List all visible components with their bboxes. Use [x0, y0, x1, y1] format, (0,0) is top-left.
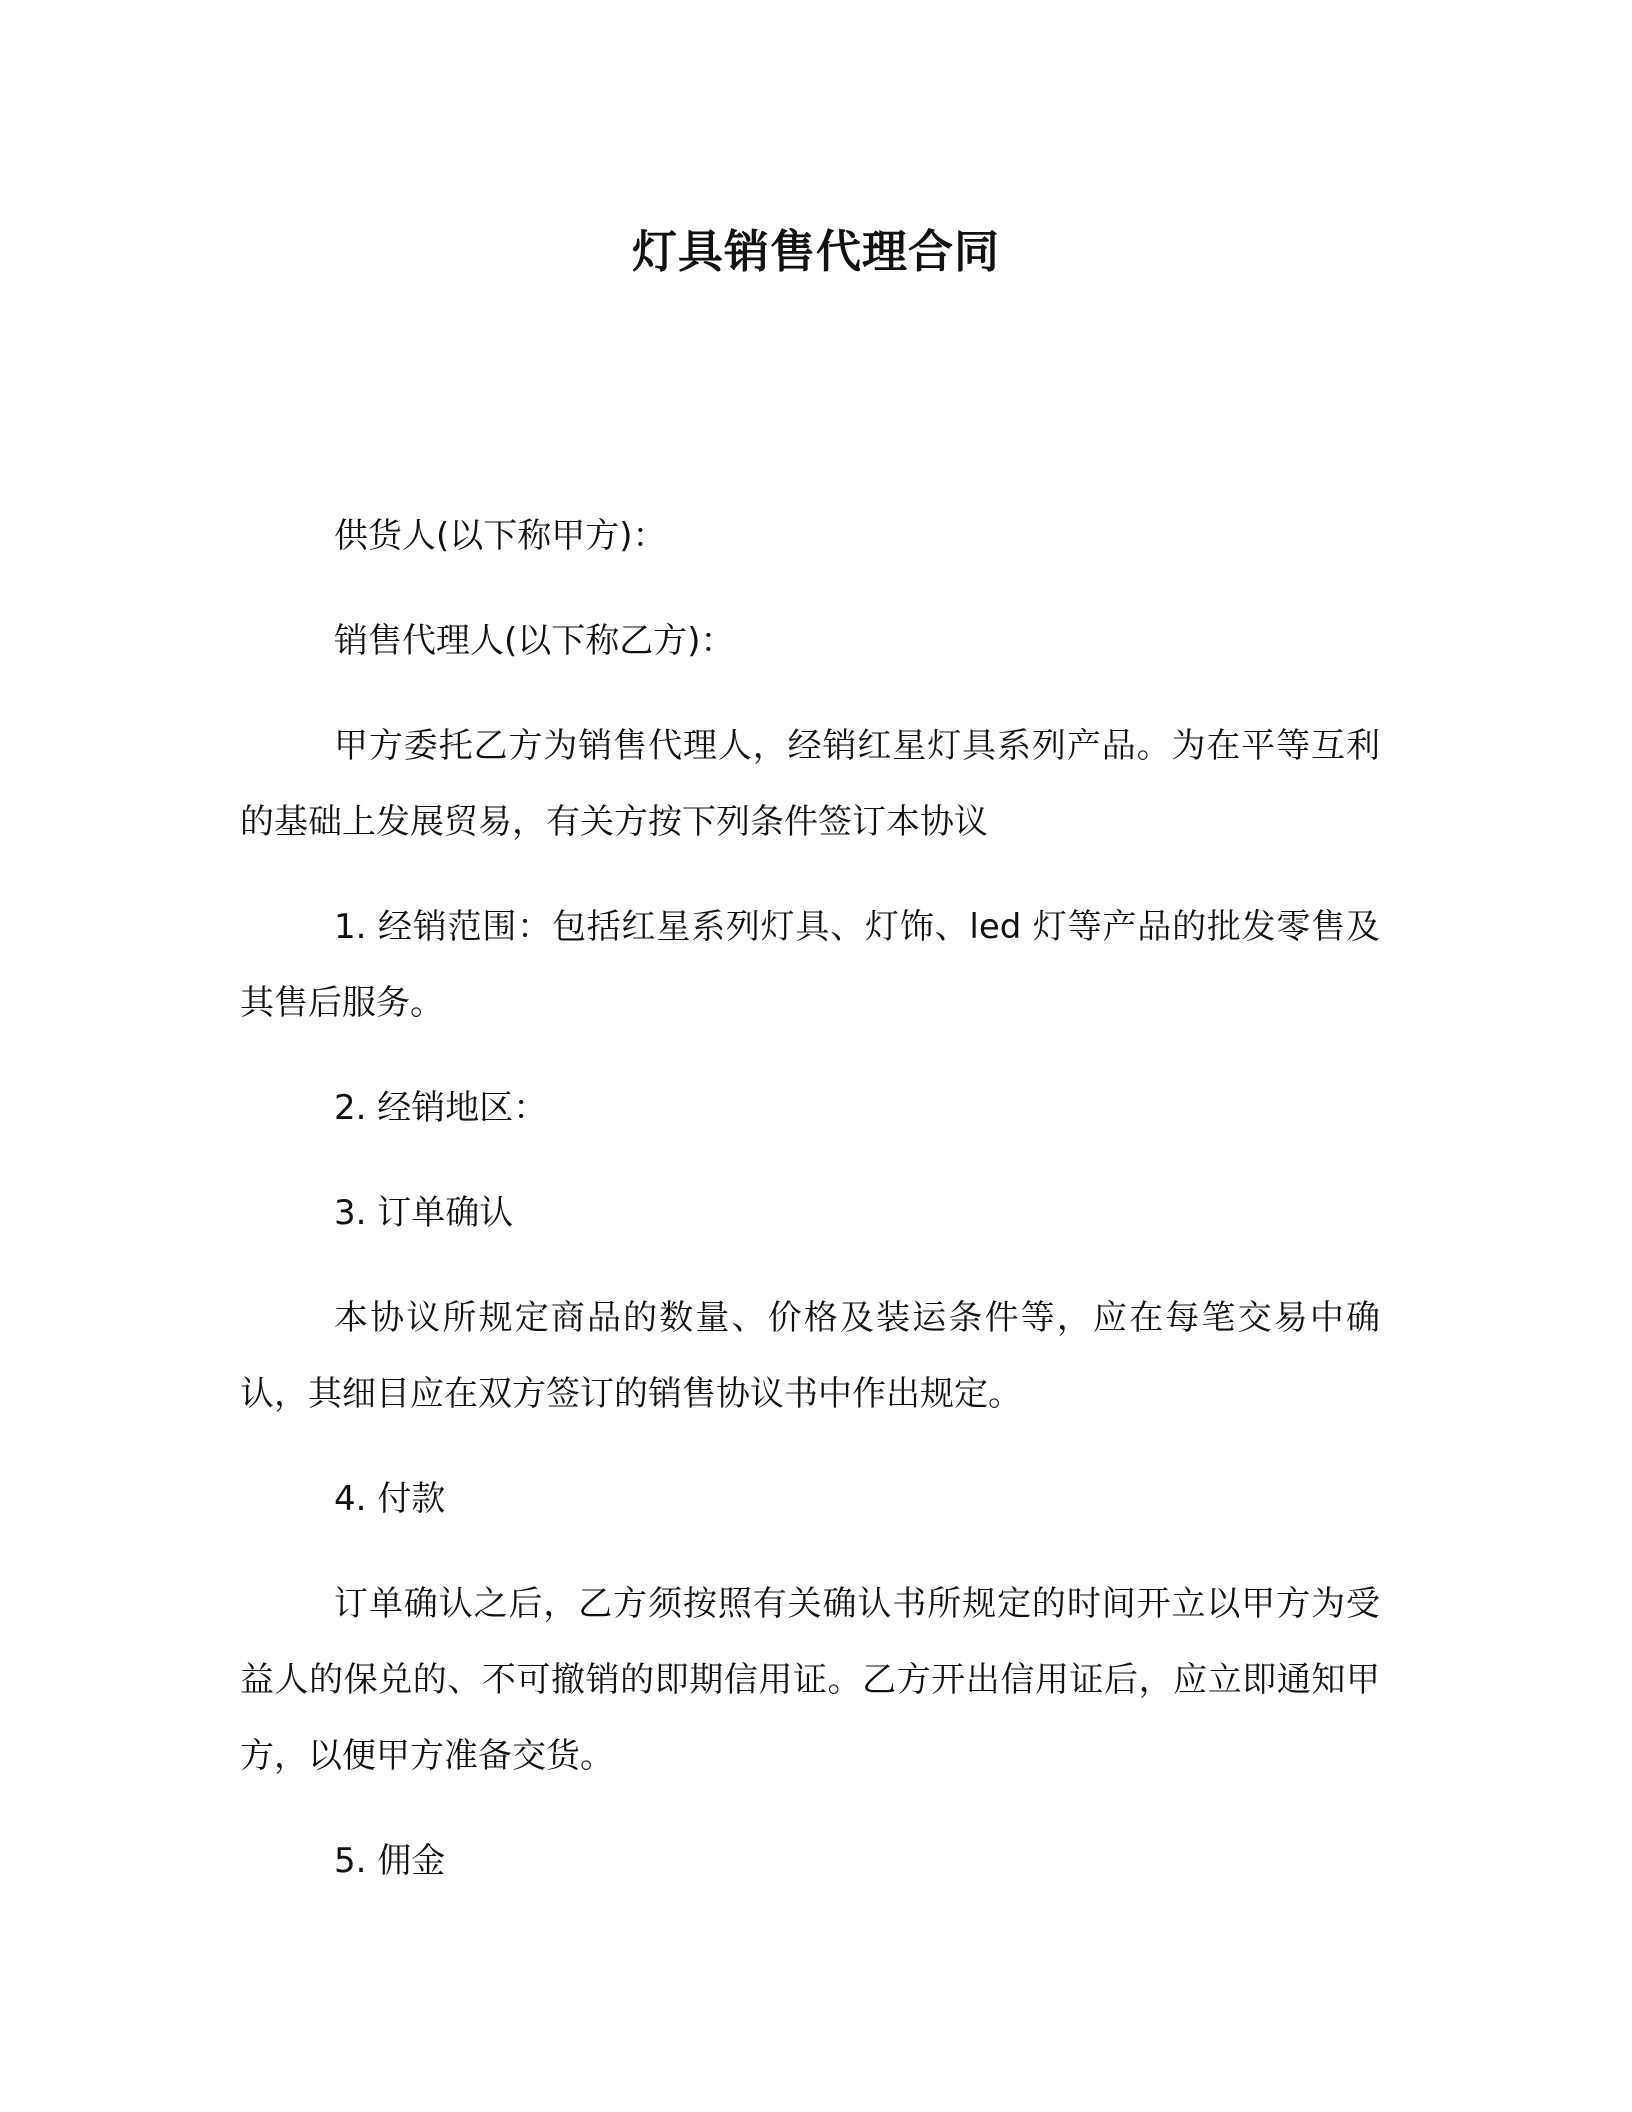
party-b-line: 销售代理人(以下称乙方)：: [334, 621, 735, 661]
clause-payment-text: 订单确认之后，乙方须按照有关确认书所规定的时间开立以甲方为受益人的保兑的、不可撤销的即期信用证。乙方开出信用证后，应立即通知甲方，以便甲方准备交货。: [240, 1584, 1380, 1776]
clause-scope: 1. 经销范围：包括红星系列灯具、灯饰、led 灯等产品的批发零售及其售后服务。: [240, 907, 1380, 1023]
intro-paragraph: 甲方委托乙方为销售代理人，经销红星灯具系列产品。为在平等互利的基础上发展贸易，有关方按下列条件签订本协议: [240, 726, 1380, 842]
clause-region: 2. 经销地区：: [334, 1088, 548, 1128]
document-title: 灯具销售代理合同: [631, 225, 1000, 278]
party-a-line: 供货人(以下称甲方)：: [334, 516, 667, 556]
clause-order-heading: 3. 订单确认: [334, 1193, 514, 1233]
clause-payment-heading: 4. 付款: [334, 1479, 446, 1519]
clause-order-text: 本协议所规定商品的数量、价格及装运条件等，应在每笔交易中确认，其细目应在双方签订的销售协议书中作出规定。: [240, 1298, 1380, 1414]
document-body: [240, 498, 1380, 1928]
clause-commission-heading: 5. 佣金: [334, 1841, 446, 1881]
